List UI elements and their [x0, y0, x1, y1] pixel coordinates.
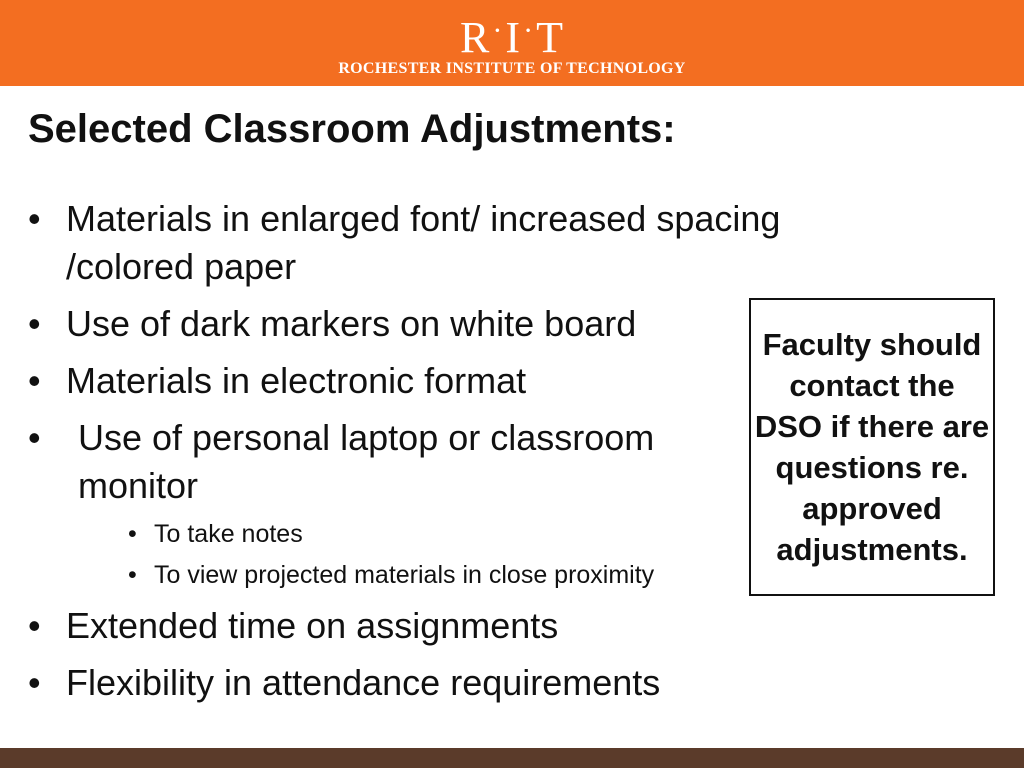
logo-letter-t: T [536, 13, 564, 62]
bullet-marker: • [28, 417, 41, 458]
logo-dot: · [523, 14, 535, 47]
bullet-text: /colored paper [66, 246, 297, 287]
bullet-continuation [78, 462, 198, 510]
logo-mark [0, 6, 1024, 63]
bullet-item [28, 300, 637, 348]
sub-bullet-item [128, 559, 655, 591]
logo-letter-r: R [460, 13, 491, 62]
bullet-item [28, 357, 527, 405]
bullet-continuation [66, 243, 296, 291]
logo-letter-i: I [505, 13, 522, 62]
bullet-marker: • [28, 662, 41, 703]
logo-dot: · [492, 14, 504, 47]
callout-text: Faculty should contact the DSO if there are questions re. approved adjustments. [754, 327, 990, 567]
bullet-text: Materials in enlarged font/ increased spacing [66, 198, 781, 239]
bullet-marker: • [28, 303, 41, 344]
bullet-item [28, 602, 559, 650]
logo-subtitle: ROCHESTER INSTITUTE OF TECHNOLOGY [338, 60, 686, 77]
bullet-marker: • [28, 198, 41, 239]
bullet-marker: • [128, 520, 137, 548]
bullet-text: Flexibility in attendance requirements [66, 662, 661, 703]
faculty-callout-box [749, 298, 995, 596]
slide-title: Selected Classroom Adjustments: [28, 107, 676, 151]
bullet-marker: • [128, 561, 137, 589]
bullet-text: To view projected materials in close proximity [154, 561, 655, 589]
footer-band [0, 748, 1024, 768]
bullet-marker: • [28, 605, 41, 646]
sub-bullet-item [128, 518, 303, 550]
bullet-text: Use of personal laptop or classroom [78, 417, 655, 458]
bullet-item [28, 195, 781, 243]
bullet-text: Use of dark markers on white board [66, 303, 637, 344]
bullet-item [28, 414, 655, 462]
bullet-text: Materials in electronic format [66, 360, 527, 401]
bullet-text: monitor [78, 465, 199, 506]
bullet-text: To take notes [154, 520, 303, 548]
bullet-item [28, 659, 661, 707]
bullet-marker: • [28, 360, 41, 401]
bullet-text: Extended time on assignments [66, 605, 559, 646]
